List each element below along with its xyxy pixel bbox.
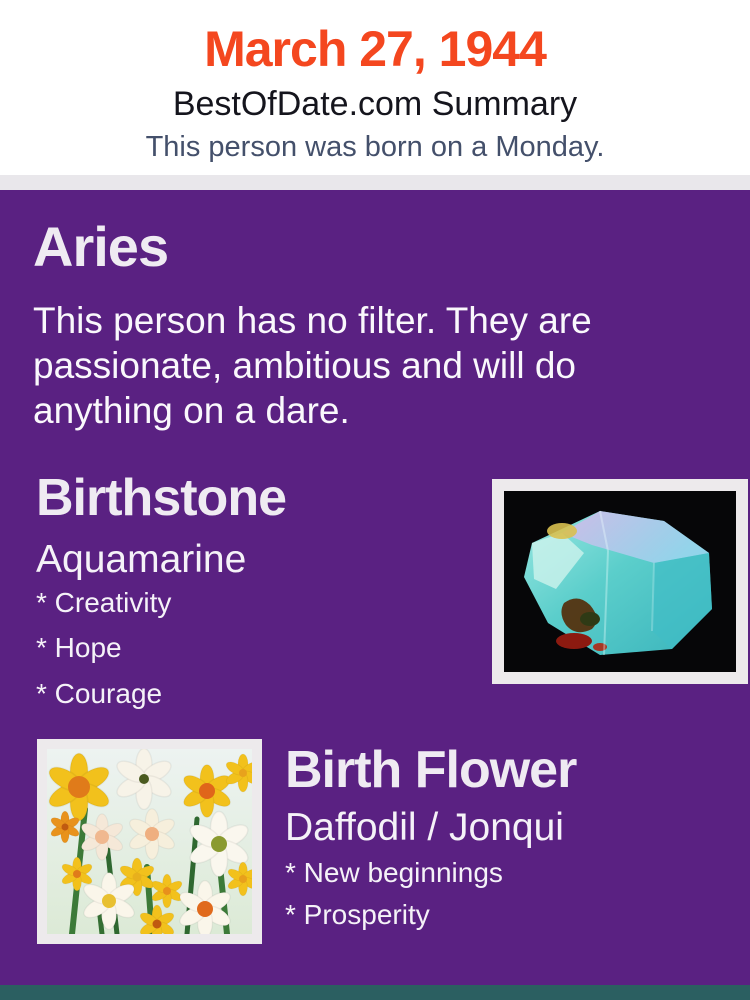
birth-flower-name: Daffodil / Jonqui xyxy=(285,806,564,849)
birth-flower-title: Birth Flower xyxy=(285,741,577,799)
birthstone-trait: * Hope xyxy=(36,632,122,664)
birthstone-title: Birthstone xyxy=(36,469,286,527)
page-title-date: March 27, 1944 xyxy=(204,21,546,77)
zodiac-description: This person has no filter. They are passionate, ambitious and will do anything on a dare. xyxy=(33,300,592,432)
birthstone-traits xyxy=(36,588,171,724)
birth-flower-trait: * New beginnings xyxy=(285,857,503,888)
zodiac-sign-title: Aries xyxy=(33,215,169,278)
daffodil-photo xyxy=(37,739,262,944)
birthstone-trait: * Creativity xyxy=(36,587,172,618)
footer-color-band xyxy=(0,985,750,1000)
birth-flower-traits xyxy=(285,858,503,943)
aquamarine-photo xyxy=(492,479,748,684)
born-day-text: This person was born on a Monday. xyxy=(145,130,605,163)
site-summary-title: BestOfDate.com Summary xyxy=(172,85,578,123)
birthstone-name: Aquamarine xyxy=(36,538,247,581)
birthstone-trait: * Courage xyxy=(36,677,163,709)
header xyxy=(0,0,750,175)
purple-body xyxy=(0,190,750,985)
birth-flower-trait: * Prosperity xyxy=(285,899,430,931)
header-divider xyxy=(0,175,750,190)
